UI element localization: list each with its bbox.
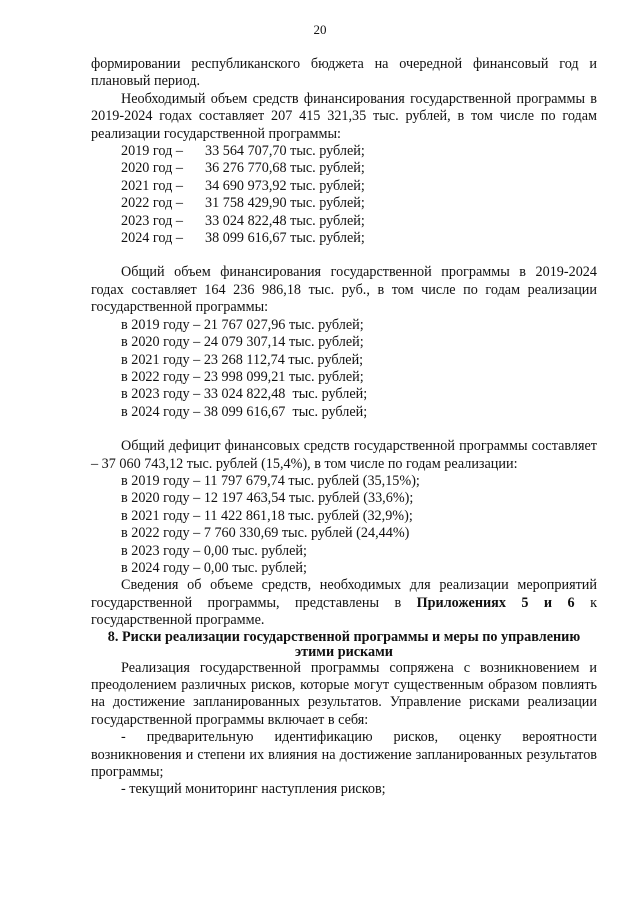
paragraph-required-funding: Необходимый объем средств финансирования государственной программы в 2019-2024 годах составляет 207 415 321,35 тыс. рублей, в том числе по годам реализации государственной программы: bbox=[91, 90, 597, 142]
list-item: в 2023 году – 33 024 822,48 тыс. рублей; bbox=[121, 386, 368, 403]
list-item: 2022 год – 31 758 429,90 тыс. рублей; bbox=[121, 195, 365, 212]
list-item: в 2024 году – 38 099 616,67 тыс. рублей; bbox=[121, 403, 368, 420]
list-item: 2024 год – 38 099 616,67 тыс. рублей; bbox=[121, 230, 365, 247]
list-item: в 2020 году – 12 197 463,54 тыс. рублей (33,6%); bbox=[121, 490, 414, 507]
total-funding-list bbox=[91, 317, 597, 421]
list-item: в 2019 году – 11 797 679,74 тыс. рублей (35,15%); bbox=[121, 472, 420, 489]
list-item: в 2022 году – 23 998 099,21 тыс. рублей; bbox=[121, 368, 364, 385]
list-item: в 2023 году – 0,00 тыс. рублей; bbox=[121, 542, 307, 559]
document-body bbox=[91, 56, 597, 799]
list-item: 2019 год – 33 564 707,70 тыс. рублей; bbox=[121, 143, 365, 160]
deficit-list bbox=[91, 473, 597, 577]
list-item: 2021 год – 34 690 973,92 тыс. рублей; bbox=[121, 177, 365, 194]
list-item: в 2020 году – 24 079 307,14 тыс. рублей; bbox=[121, 334, 364, 351]
list-item: в 2021 году – 23 268 112,74 тыс. рублей; bbox=[121, 351, 364, 368]
list-item: 2020 год – 36 276 770,68 тыс. рублей; bbox=[121, 160, 365, 177]
paragraph-total-funding: Общий объем финансирования государственной программы в 2019-2024 годах составляет 164 236 986,18 тыс. руб., в том числе по годам реализации государственной программы: bbox=[91, 264, 597, 316]
list-item: в 2021 году – 11 422 861,18 тыс. рублей (32,9%); bbox=[121, 507, 413, 524]
required-funding-list bbox=[91, 143, 597, 247]
section-heading: 8. Риски реализации государственной программы и меры по управлению этими рисками bbox=[107, 628, 581, 660]
paragraph-intro: формировании республиканского бюджета на очередной финансовый год и плановый период. bbox=[91, 56, 597, 90]
list-item: в 2019 году – 21 767 027,96 тыс. рублей; bbox=[121, 316, 364, 333]
list-item: в 2022 году – 7 760 330,69 тыс. рублей (24,44%) bbox=[121, 525, 410, 542]
page-number: 20 bbox=[313, 22, 327, 37]
risk-item: - текущий мониторинг наступления рисков; bbox=[121, 781, 386, 798]
paragraph-deficit: Общий дефицит финансовых средств государственной программы составляет – 37 060 743,12 тыс. рублей (15,4%), в том числе по годам реализации: bbox=[91, 438, 597, 472]
paragraph-appendix: Сведения об объеме средств, необходимых для реализации мероприятий государственной программы, представлены в Приложениях 5 и 6 к государственной программе. bbox=[91, 577, 597, 629]
list-item: 2023 год – 33 024 822,48 тыс. рублей; bbox=[121, 212, 365, 229]
appendix-reference: Приложениях 5 и 6 bbox=[416, 594, 575, 611]
risk-item: - предварительную идентификацию рисков, оценку вероятности возникновения и степени их влияния на достижение запланированных результатов программы; bbox=[91, 729, 597, 781]
paragraph-risks: Реализация государственной программы сопряжена с возникновением и преодолением различных рисков, которые могут существенным образом повлиять на достижение запланированных результатов. Управление рисками реализации государственной программы включает в себя: bbox=[91, 659, 597, 728]
list-item: в 2024 году – 0,00 тыс. рублей; bbox=[121, 559, 307, 576]
